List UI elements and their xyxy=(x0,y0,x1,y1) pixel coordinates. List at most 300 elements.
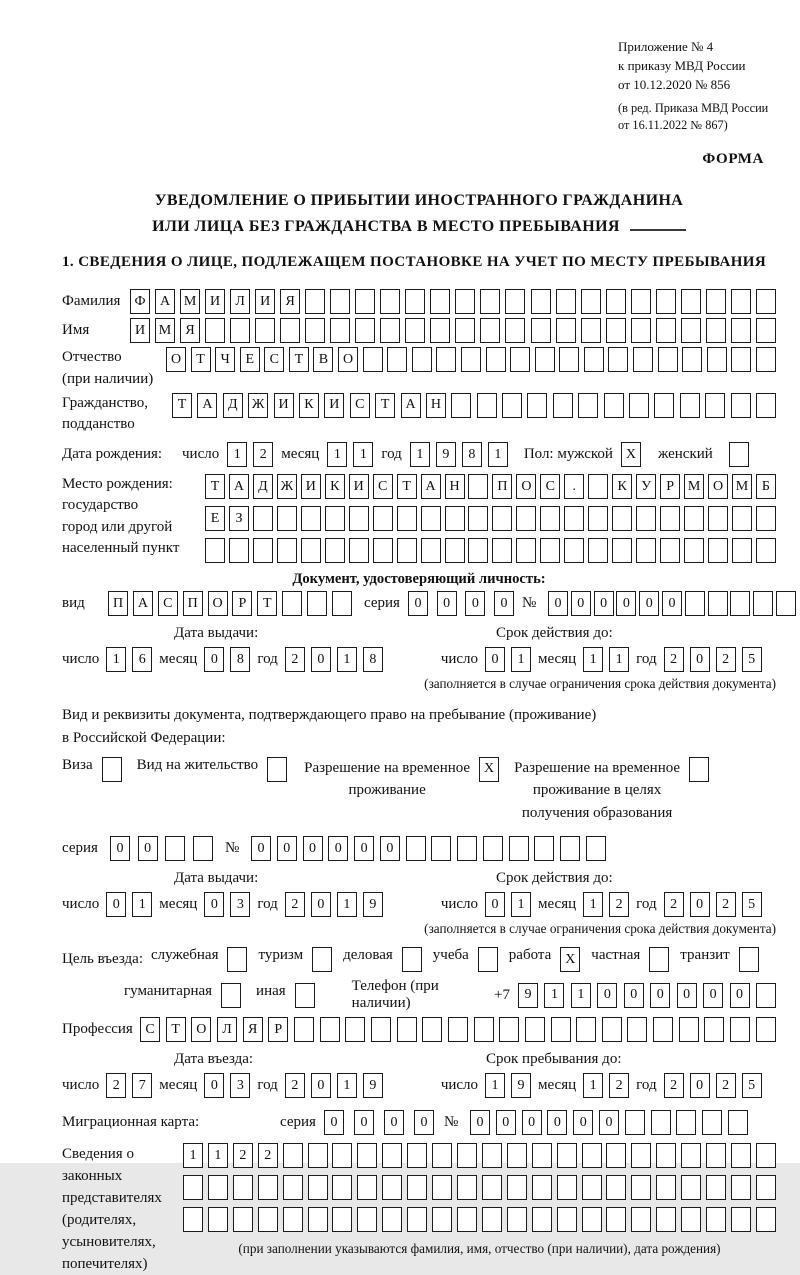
form-cell[interactable] xyxy=(604,393,624,418)
form-cell[interactable]: 9 xyxy=(518,983,538,1008)
form-cell[interactable] xyxy=(708,591,728,616)
form-cell[interactable] xyxy=(345,1017,365,1042)
form-cell[interactable]: 0 xyxy=(251,836,271,861)
form-cell[interactable]: Т xyxy=(191,347,211,372)
form-cell[interactable] xyxy=(183,1175,203,1200)
form-cell[interactable]: 1 xyxy=(208,1143,228,1168)
form-cell[interactable]: 2 xyxy=(285,1073,305,1098)
form-cell[interactable]: 0 xyxy=(485,647,505,672)
form-cell[interactable]: К xyxy=(612,474,632,499)
form-cell[interactable]: 2 xyxy=(285,892,305,917)
form-cell[interactable] xyxy=(253,506,273,531)
form-cell[interactable]: Ж xyxy=(248,393,268,418)
form-cell[interactable]: Я xyxy=(243,1017,263,1042)
form-cell[interactable]: 1 xyxy=(106,647,126,672)
form-cell[interactable] xyxy=(357,1175,377,1200)
form-cell[interactable] xyxy=(332,1143,352,1168)
form-cell[interactable] xyxy=(505,318,525,343)
purpose-tourism-checkbox[interactable] xyxy=(312,947,333,972)
form-cell[interactable]: X xyxy=(621,442,641,467)
form-cell[interactable] xyxy=(301,538,321,563)
form-cell[interactable]: С xyxy=(373,474,393,499)
form-cell[interactable]: Р xyxy=(660,474,680,499)
form-cell[interactable] xyxy=(502,393,522,418)
form-cell[interactable] xyxy=(532,1143,552,1168)
form-cell[interactable]: 0 xyxy=(354,1110,374,1135)
form-cell[interactable]: 0 xyxy=(311,647,331,672)
form-cell[interactable]: О xyxy=(191,1017,211,1042)
form-cell[interactable] xyxy=(258,1207,278,1232)
form-cell[interactable] xyxy=(457,836,477,861)
form-cell[interactable] xyxy=(581,289,601,314)
form-cell[interactable] xyxy=(406,836,426,861)
form-cell[interactable] xyxy=(510,347,530,372)
purpose-private-checkbox[interactable] xyxy=(649,947,670,972)
form-cell[interactable] xyxy=(606,318,626,343)
form-cell[interactable] xyxy=(551,1017,571,1042)
form-cell[interactable] xyxy=(357,1207,377,1232)
form-cell[interactable]: 2 xyxy=(609,1073,629,1098)
form-cell[interactable]: А xyxy=(421,474,441,499)
birth-year-cells[interactable] xyxy=(410,442,508,467)
form-cell[interactable]: 2 xyxy=(716,1073,736,1098)
form-cell[interactable] xyxy=(301,506,321,531)
form-cell[interactable]: М xyxy=(155,318,175,343)
form-cell[interactable] xyxy=(681,1175,701,1200)
form-cell[interactable]: 0 xyxy=(106,892,126,917)
form-cell[interactable] xyxy=(305,289,325,314)
form-cell[interactable]: 0 xyxy=(354,836,374,861)
form-cell[interactable]: Т xyxy=(205,474,225,499)
form-cell[interactable]: 5 xyxy=(742,1073,762,1098)
form-cell[interactable] xyxy=(492,538,512,563)
form-cell[interactable]: 0 xyxy=(204,892,224,917)
form-cell[interactable] xyxy=(330,289,350,314)
form-cell[interactable] xyxy=(656,1207,676,1232)
stay-day[interactable] xyxy=(485,1073,531,1098)
form-cell[interactable] xyxy=(227,947,247,972)
form-cell[interactable] xyxy=(731,1143,751,1168)
form-cell[interactable] xyxy=(708,506,728,531)
form-cell[interactable] xyxy=(627,1017,647,1042)
form-cell[interactable] xyxy=(332,1207,352,1232)
form-cell[interactable] xyxy=(482,1175,502,1200)
form-cell[interactable] xyxy=(706,318,726,343)
form-cell[interactable]: 0 xyxy=(414,1110,434,1135)
form-cell[interactable] xyxy=(507,1207,527,1232)
form-cell[interactable] xyxy=(584,347,604,372)
form-cell[interactable] xyxy=(233,1207,253,1232)
form-cell[interactable] xyxy=(516,538,536,563)
form-cell[interactable] xyxy=(478,947,498,972)
form-cell[interactable] xyxy=(606,1207,626,1232)
residence-valid-month[interactable] xyxy=(583,892,629,917)
form-cell[interactable] xyxy=(468,474,488,499)
form-cell[interactable] xyxy=(649,947,669,972)
form-cell[interactable] xyxy=(363,347,383,372)
form-cell[interactable]: 5 xyxy=(742,892,762,917)
form-cell[interactable]: 0 xyxy=(384,1110,404,1135)
form-cell[interactable] xyxy=(731,318,751,343)
form-cell[interactable] xyxy=(756,538,776,563)
form-cell[interactable]: С xyxy=(140,1017,160,1042)
identity-issue-day[interactable] xyxy=(106,647,152,672)
form-cell[interactable] xyxy=(457,1143,477,1168)
form-cell[interactable] xyxy=(221,983,241,1008)
form-cell[interactable] xyxy=(689,757,709,782)
form-cell[interactable] xyxy=(468,506,488,531)
form-cell[interactable]: 0 xyxy=(650,983,670,1008)
birth-place-grid-row1[interactable] xyxy=(205,474,776,499)
purpose-transit-checkbox[interactable] xyxy=(739,947,760,972)
form-cell[interactable] xyxy=(653,1017,673,1042)
form-cell[interactable] xyxy=(625,1110,645,1135)
form-cell[interactable] xyxy=(457,1207,477,1232)
form-cell[interactable]: Д xyxy=(223,393,243,418)
form-cell[interactable] xyxy=(432,1207,452,1232)
birth-place-grid-row3[interactable] xyxy=(205,538,776,563)
form-cell[interactable] xyxy=(557,1143,577,1168)
form-cell[interactable] xyxy=(557,1175,577,1200)
form-cell[interactable] xyxy=(560,836,580,861)
form-cell[interactable] xyxy=(325,538,345,563)
form-cell[interactable] xyxy=(706,1143,726,1168)
form-cell[interactable] xyxy=(660,506,680,531)
form-cell[interactable] xyxy=(531,289,551,314)
form-cell[interactable]: О xyxy=(516,474,536,499)
form-cell[interactable] xyxy=(208,1175,228,1200)
form-cell[interactable] xyxy=(233,1175,253,1200)
form-cell[interactable] xyxy=(756,1175,776,1200)
form-cell[interactable]: 0 xyxy=(138,836,158,861)
form-cell[interactable] xyxy=(753,591,773,616)
form-cell[interactable] xyxy=(681,289,701,314)
form-cell[interactable] xyxy=(606,1143,626,1168)
form-cell[interactable] xyxy=(421,538,441,563)
form-cell[interactable]: 0 xyxy=(597,983,617,1008)
form-cell[interactable] xyxy=(636,506,656,531)
temp-residence-checkbox[interactable] xyxy=(479,757,500,782)
form-cell[interactable] xyxy=(267,757,287,782)
form-cell[interactable]: Т xyxy=(375,393,395,418)
form-cell[interactable]: 0 xyxy=(730,983,750,1008)
form-cell[interactable]: 1 xyxy=(353,442,373,467)
identity-valid-year[interactable] xyxy=(664,647,762,672)
form-cell[interactable] xyxy=(308,1143,328,1168)
form-cell[interactable]: 1 xyxy=(583,647,603,672)
form-cell[interactable] xyxy=(684,538,704,563)
form-cell[interactable] xyxy=(776,591,796,616)
form-cell[interactable] xyxy=(308,1175,328,1200)
form-cell[interactable] xyxy=(705,393,725,418)
form-cell[interactable]: И xyxy=(301,474,321,499)
form-cell[interactable] xyxy=(704,1017,724,1042)
form-cell[interactable] xyxy=(516,506,536,531)
form-cell[interactable] xyxy=(556,318,576,343)
form-cell[interactable] xyxy=(421,506,441,531)
form-cell[interactable] xyxy=(731,393,751,418)
birth-day-cells[interactable] xyxy=(227,442,273,467)
form-cell[interactable] xyxy=(684,506,704,531)
form-cell[interactable]: 2 xyxy=(609,892,629,917)
form-cell[interactable] xyxy=(556,289,576,314)
purpose-other-checkbox[interactable] xyxy=(295,983,316,1008)
form-cell[interactable]: 9 xyxy=(363,1073,383,1098)
entry-month[interactable] xyxy=(204,1073,250,1098)
form-cell[interactable] xyxy=(656,318,676,343)
form-cell[interactable] xyxy=(732,538,752,563)
form-cell[interactable] xyxy=(527,393,547,418)
form-cell[interactable]: С xyxy=(540,474,560,499)
birth-month-cells[interactable] xyxy=(327,442,373,467)
form-cell[interactable] xyxy=(373,506,393,531)
form-cell[interactable]: Н xyxy=(426,393,446,418)
form-cell[interactable] xyxy=(535,347,555,372)
entry-year[interactable] xyxy=(285,1073,383,1098)
form-cell[interactable]: К xyxy=(325,474,345,499)
form-cell[interactable]: 2 xyxy=(664,647,684,672)
form-cell[interactable] xyxy=(540,506,560,531)
form-cell[interactable]: 1 xyxy=(410,442,430,467)
form-cell[interactable] xyxy=(756,347,776,372)
form-cell[interactable] xyxy=(679,1017,699,1042)
form-cell[interactable] xyxy=(474,1017,494,1042)
form-cell[interactable]: Я xyxy=(280,289,300,314)
form-cell[interactable]: 2 xyxy=(258,1143,278,1168)
form-cell[interactable] xyxy=(685,591,705,616)
form-cell[interactable] xyxy=(432,1175,452,1200)
form-cell[interactable] xyxy=(357,1143,377,1168)
form-cell[interactable]: . xyxy=(564,474,584,499)
form-cell[interactable]: 8 xyxy=(230,647,250,672)
doc-kind-grid[interactable] xyxy=(108,591,352,616)
residence-number-grid[interactable] xyxy=(251,836,606,861)
phone-grid[interactable] xyxy=(518,983,776,1008)
identity-issue-year[interactable] xyxy=(285,647,383,672)
form-cell[interactable] xyxy=(208,1207,228,1232)
form-cell[interactable] xyxy=(355,318,375,343)
form-cell[interactable]: 0 xyxy=(690,892,710,917)
form-cell[interactable]: 1 xyxy=(337,1073,357,1098)
form-cell[interactable] xyxy=(492,506,512,531)
form-cell[interactable]: 7 xyxy=(132,1073,152,1098)
form-cell[interactable] xyxy=(193,836,213,861)
form-cell[interactable] xyxy=(681,1207,701,1232)
form-cell[interactable]: К xyxy=(299,393,319,418)
form-cell[interactable]: И xyxy=(205,289,225,314)
form-cell[interactable] xyxy=(732,506,752,531)
form-cell[interactable]: И xyxy=(255,289,275,314)
form-cell[interactable]: 1 xyxy=(609,647,629,672)
form-cell[interactable] xyxy=(578,393,598,418)
form-cell[interactable]: С xyxy=(158,591,178,616)
form-cell[interactable]: 0 xyxy=(465,591,485,616)
form-cell[interactable]: Л xyxy=(217,1017,237,1042)
form-cell[interactable] xyxy=(532,1175,552,1200)
form-cell[interactable] xyxy=(407,1143,427,1168)
form-cell[interactable] xyxy=(756,289,776,314)
form-cell[interactable] xyxy=(588,506,608,531)
form-cell[interactable] xyxy=(730,591,750,616)
form-cell[interactable]: 0 xyxy=(639,591,659,616)
form-cell[interactable] xyxy=(430,289,450,314)
form-cell[interactable] xyxy=(540,538,560,563)
form-cell[interactable] xyxy=(588,474,608,499)
form-cell[interactable] xyxy=(320,1017,340,1042)
form-cell[interactable]: 1 xyxy=(571,983,591,1008)
form-cell[interactable]: 0 xyxy=(204,647,224,672)
form-cell[interactable] xyxy=(355,289,375,314)
purpose-study-checkbox[interactable] xyxy=(478,947,499,972)
form-cell[interactable]: 1 xyxy=(488,442,508,467)
form-cell[interactable] xyxy=(756,506,776,531)
form-cell[interactable] xyxy=(728,1110,748,1135)
residence-issue-day[interactable] xyxy=(106,892,152,917)
purpose-business-checkbox[interactable] xyxy=(227,947,248,972)
form-cell[interactable] xyxy=(739,947,759,972)
form-cell[interactable]: Е xyxy=(205,506,225,531)
form-cell[interactable] xyxy=(477,393,497,418)
form-cell[interactable]: 0 xyxy=(690,647,710,672)
patronymic-grid[interactable] xyxy=(166,347,776,372)
form-cell[interactable]: 0 xyxy=(496,1110,516,1135)
form-cell[interactable]: 2 xyxy=(233,1143,253,1168)
residence-series-grid[interactable] xyxy=(110,836,213,861)
form-cell[interactable] xyxy=(445,506,465,531)
form-cell[interactable] xyxy=(448,1017,468,1042)
form-cell[interactable] xyxy=(255,318,275,343)
form-cell[interactable] xyxy=(582,1175,602,1200)
form-cell[interactable]: 1 xyxy=(327,442,347,467)
form-cell[interactable]: 0 xyxy=(204,1073,224,1098)
form-cell[interactable]: 9 xyxy=(436,442,456,467)
residence-permit-checkbox[interactable] xyxy=(267,757,288,782)
form-cell[interactable]: А xyxy=(197,393,217,418)
form-cell[interactable] xyxy=(680,393,700,418)
stay-month[interactable] xyxy=(583,1073,629,1098)
form-cell[interactable]: Л xyxy=(230,289,250,314)
form-cell[interactable] xyxy=(660,538,680,563)
form-cell[interactable] xyxy=(656,1143,676,1168)
form-cell[interactable]: 0 xyxy=(311,892,331,917)
stay-year[interactable] xyxy=(664,1073,762,1098)
form-cell[interactable] xyxy=(676,1110,696,1135)
identity-valid-day[interactable] xyxy=(485,647,531,672)
form-cell[interactable]: И xyxy=(324,393,344,418)
form-cell[interactable]: П xyxy=(492,474,512,499)
residence-valid-year[interactable] xyxy=(664,892,762,917)
form-cell[interactable]: Т xyxy=(257,591,277,616)
form-cell[interactable] xyxy=(432,1143,452,1168)
form-cell[interactable] xyxy=(756,1143,776,1168)
form-cell[interactable]: 0 xyxy=(662,591,682,616)
form-cell[interactable] xyxy=(582,1207,602,1232)
form-cell[interactable]: 0 xyxy=(324,1110,344,1135)
form-cell[interactable] xyxy=(480,318,500,343)
purpose-humanitarian-checkbox[interactable] xyxy=(221,983,242,1008)
form-cell[interactable] xyxy=(277,538,297,563)
form-cell[interactable] xyxy=(405,318,425,343)
form-cell[interactable]: Т xyxy=(397,474,417,499)
form-cell[interactable]: 0 xyxy=(594,591,614,616)
form-cell[interactable] xyxy=(397,506,417,531)
form-cell[interactable] xyxy=(330,318,350,343)
form-cell[interactable]: Р xyxy=(268,1017,288,1042)
form-cell[interactable] xyxy=(636,538,656,563)
form-cell[interactable]: И xyxy=(130,318,150,343)
form-cell[interactable]: П xyxy=(183,591,203,616)
form-cell[interactable]: 2 xyxy=(664,892,684,917)
form-cell[interactable] xyxy=(731,347,751,372)
form-cell[interactable] xyxy=(559,347,579,372)
form-cell[interactable] xyxy=(658,347,678,372)
representatives-grid-row1[interactable] xyxy=(183,1143,776,1168)
form-cell[interactable] xyxy=(582,1143,602,1168)
form-cell[interactable]: 0 xyxy=(328,836,348,861)
form-cell[interactable]: З xyxy=(229,506,249,531)
form-cell[interactable] xyxy=(282,591,302,616)
form-cell[interactable] xyxy=(397,538,417,563)
doc-series-grid[interactable] xyxy=(408,591,514,616)
form-cell[interactable]: 6 xyxy=(132,647,152,672)
form-cell[interactable] xyxy=(283,1143,303,1168)
form-cell[interactable] xyxy=(451,393,471,418)
form-cell[interactable]: О xyxy=(166,347,186,372)
form-cell[interactable]: 0 xyxy=(677,983,697,1008)
form-cell[interactable]: 0 xyxy=(485,892,505,917)
form-cell[interactable] xyxy=(371,1017,391,1042)
form-cell[interactable] xyxy=(581,318,601,343)
form-cell[interactable] xyxy=(295,983,315,1008)
form-cell[interactable] xyxy=(405,289,425,314)
form-cell[interactable] xyxy=(280,318,300,343)
form-cell[interactable]: 3 xyxy=(230,892,250,917)
form-cell[interactable] xyxy=(588,538,608,563)
form-cell[interactable] xyxy=(706,1207,726,1232)
migration-series-grid[interactable] xyxy=(324,1110,434,1135)
form-cell[interactable] xyxy=(509,836,529,861)
form-cell[interactable] xyxy=(731,1207,751,1232)
form-cell[interactable]: 1 xyxy=(544,983,564,1008)
form-cell[interactable] xyxy=(483,836,503,861)
form-cell[interactable]: 0 xyxy=(277,836,297,861)
form-cell[interactable]: Т xyxy=(166,1017,186,1042)
form-cell[interactable] xyxy=(507,1175,527,1200)
form-cell[interactable] xyxy=(756,318,776,343)
form-cell[interactable] xyxy=(525,1017,545,1042)
form-cell[interactable]: 0 xyxy=(303,836,323,861)
form-cell[interactable] xyxy=(230,318,250,343)
name-grid[interactable] xyxy=(130,318,776,343)
form-cell[interactable]: Т xyxy=(172,393,192,418)
form-cell[interactable] xyxy=(380,318,400,343)
form-cell[interactable] xyxy=(507,1143,527,1168)
form-cell[interactable]: А xyxy=(133,591,153,616)
form-cell[interactable] xyxy=(431,836,451,861)
residence-valid-day[interactable] xyxy=(485,892,531,917)
form-cell[interactable]: 0 xyxy=(616,591,636,616)
form-cell[interactable] xyxy=(102,757,122,782)
form-cell[interactable] xyxy=(482,1207,502,1232)
form-cell[interactable]: О xyxy=(338,347,358,372)
form-cell[interactable] xyxy=(602,1017,622,1042)
form-cell[interactable]: 2 xyxy=(716,647,736,672)
form-cell[interactable]: С xyxy=(264,347,284,372)
form-cell[interactable] xyxy=(455,289,475,314)
form-cell[interactable]: 0 xyxy=(408,591,428,616)
form-cell[interactable] xyxy=(445,538,465,563)
form-cell[interactable]: 2 xyxy=(716,892,736,917)
